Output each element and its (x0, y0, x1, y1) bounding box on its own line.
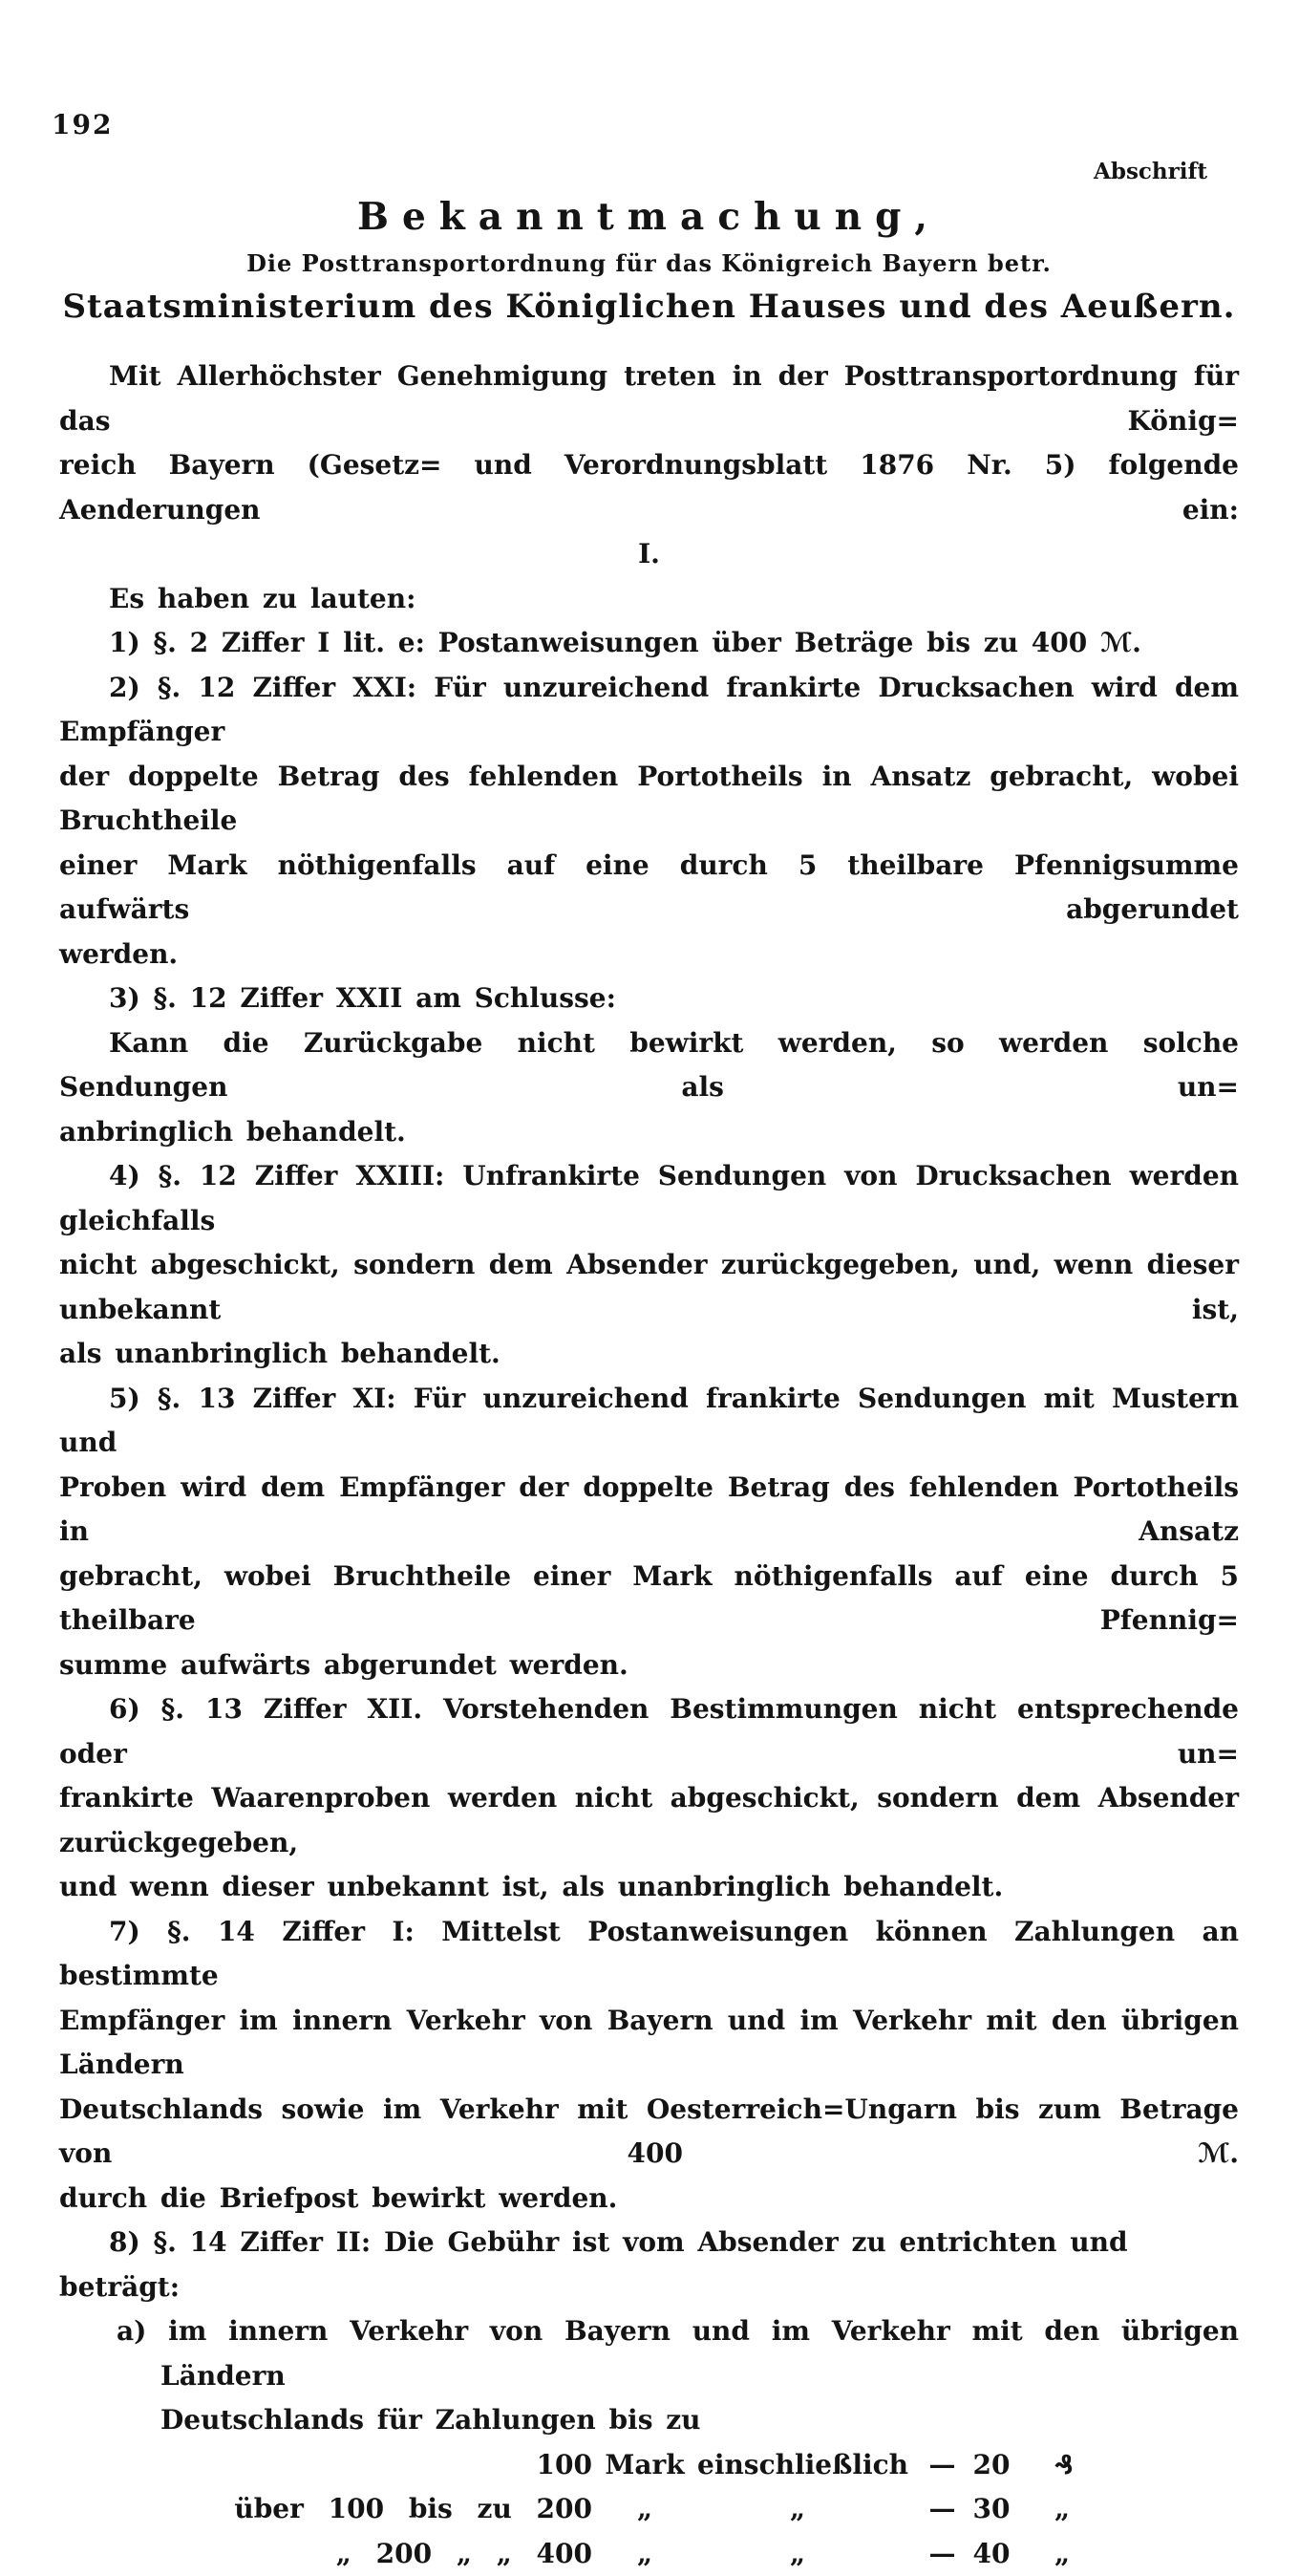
body-text (59, 354, 1239, 2576)
lead-in-paragraph (59, 577, 1239, 622)
text-line: 2) §. 12 Ziffer XXI: Für unzureichend frankirte Drucksachen wird dem Empfänger (59, 666, 1239, 755)
page-number: 192 (52, 109, 113, 140)
text-line: 7) §. 14 Ziffer I: Mittelst Postanweisungen können Zahlungen an bestimmte (59, 1910, 1239, 1999)
fee-value: 20 (973, 2449, 1011, 2480)
text-line: 8) §. 14 Ziffer II: Die Gebühr ist vom Absender zu entrichten und beträgt: (59, 2221, 1239, 2309)
fee-mark-label: „ (592, 2487, 697, 2532)
text-line: als unanbringlich behandelt. (59, 1332, 1239, 1377)
text-line: frankirte Waarenproben werden nicht abgeschickt, sondern dem Absender zurückgegeben, (59, 1776, 1239, 1865)
text-line: a) im innern Verkehr von Bayern und im Verkehr mit den übrigen Ländern (160, 2309, 1239, 2398)
text-line: Mit Allerhöchster Genehmigung treten in der Posttransportordnung für das König= (59, 354, 1239, 443)
text-line: Empfänger im innern Verkehr von Bayern und im Verkehr mit den übrigen Ländern (59, 1999, 1239, 2088)
fee-unit: „ (1041, 2487, 1131, 2532)
fee-row (59, 2443, 1239, 2488)
text-line: und wenn dieser unbekannt ist, als unanbringlich behandelt. (59, 1865, 1239, 1910)
fee-dash: — (929, 2538, 956, 2569)
fee-table (59, 2443, 1239, 2576)
fee-dash: — (929, 2449, 956, 2480)
fee-row (59, 2487, 1239, 2532)
text-line: 4) §. 12 Ziffer XXIII: Unfrankirte Sendungen von Drucksachen werden gleichfalls (59, 1154, 1239, 1243)
item-8a-paragraph (59, 2309, 1239, 2443)
fee-inclusive-label: einschließlich (697, 2443, 898, 2488)
text-line: Deutschlands sowie im Verkehr mit Oesterreich=Ungarn bis zum Betrage von 400 ℳ. (59, 2088, 1239, 2177)
text-line: durch die Briefpost bewirkt werden. (59, 2177, 1239, 2222)
text-line: gebracht, wobei Bruchtheile einer Mark nöthigenfalls auf eine durch 5 theilbare Pfennig= (59, 1555, 1239, 1643)
item-3-paragraph (59, 977, 1239, 1021)
fee-amount (898, 2443, 1041, 2488)
fee-range: 100 (59, 2443, 592, 2488)
fee-amount (898, 2487, 1041, 2532)
document-title: Bekanntmachung, (59, 197, 1239, 237)
fee-inclusive-label: „ (697, 2487, 898, 2532)
fee-unit: ₰ (1041, 2443, 1131, 2488)
intro-paragraph (59, 354, 1239, 532)
fee-mark-label: „ (592, 2532, 697, 2576)
text-line: Proben wird dem Empfänger der doppelte Betrag des fehlenden Portotheils in Ansatz (59, 1466, 1239, 1555)
document-subject: Die Posttransportordnung für das Königreich Bayern betr. (59, 251, 1239, 276)
copy-note: Abschrift (1094, 159, 1207, 184)
text-line: 6) §. 13 Ziffer XII. Vorstehenden Bestimmungen nicht entsprechende oder un= (59, 1687, 1239, 1776)
item-2-paragraph (59, 666, 1239, 977)
fee-value: 30 (973, 2493, 1011, 2524)
item-1-paragraph (59, 621, 1239, 666)
text-line: werden. (59, 933, 1239, 977)
text-line: 5) §. 13 Ziffer XI: Für unzureichend frankirte Sendungen mit Mustern und (59, 1377, 1239, 1466)
text-line: einer Mark nöthigenfalls auf eine durch 5 theilbare Pfennigsumme aufwärts abgerundet (59, 844, 1239, 933)
fee-inclusive-label: „ (697, 2532, 898, 2576)
text-line: summe aufwärts abgerundet werden. (59, 1643, 1239, 1688)
issuing-authority: Staatsministerium des Königlichen Hauses und des Aeußern. (59, 289, 1239, 325)
text-line: der doppelte Betrag des fehlenden Portotheils in Ansatz gebracht, wobei Bruchtheile (59, 755, 1239, 844)
fee-amount (898, 2532, 1041, 2576)
item-6-paragraph (59, 1687, 1239, 1910)
text-line: 1) §. 2 Ziffer I lit. e: Postanweisungen über Beträge bis zu 400 ℳ. (59, 621, 1239, 666)
text-line: 3) §. 12 Ziffer XXII am Schlusse: (59, 977, 1239, 1021)
text-line: Kann die Zurückgabe nicht bewirkt werden, so werden solche Sendungen als un= (59, 1021, 1239, 1110)
item-7-paragraph (59, 1910, 1239, 2222)
item-8-paragraph (59, 2221, 1239, 2309)
text-line: nicht abgeschickt, sondern dem Absender zurückgegeben, und, wenn dieser unbekannt ist, (59, 1243, 1239, 1332)
text-line: Es haben zu lauten: (59, 577, 1239, 622)
section-numeral: I. (59, 532, 1239, 577)
fee-dash: — (929, 2493, 956, 2524)
document-body (59, 0, 1239, 2576)
fee-row (59, 2532, 1239, 2576)
text-line: reich Bayern (Gesetz= und Verordnungsblatt 1876 Nr. 5) folgende Aenderungen ein: (59, 443, 1239, 532)
text-line: anbringlich behandelt. (59, 1110, 1239, 1155)
item-4-paragraph (59, 1154, 1239, 1377)
fee-mark-label: Mark (592, 2443, 697, 2488)
item-5-paragraph (59, 1377, 1239, 1688)
fee-unit: „ (1041, 2532, 1131, 2576)
fee-value: 40 (973, 2538, 1011, 2569)
fee-range: „ 200 „ „ 400 (59, 2532, 592, 2576)
text-line: Deutschlands für Zahlungen bis zu (160, 2398, 1239, 2443)
item-3-continuation-paragraph (59, 1021, 1239, 1155)
fee-range: über 100 bis zu 200 (59, 2487, 592, 2532)
